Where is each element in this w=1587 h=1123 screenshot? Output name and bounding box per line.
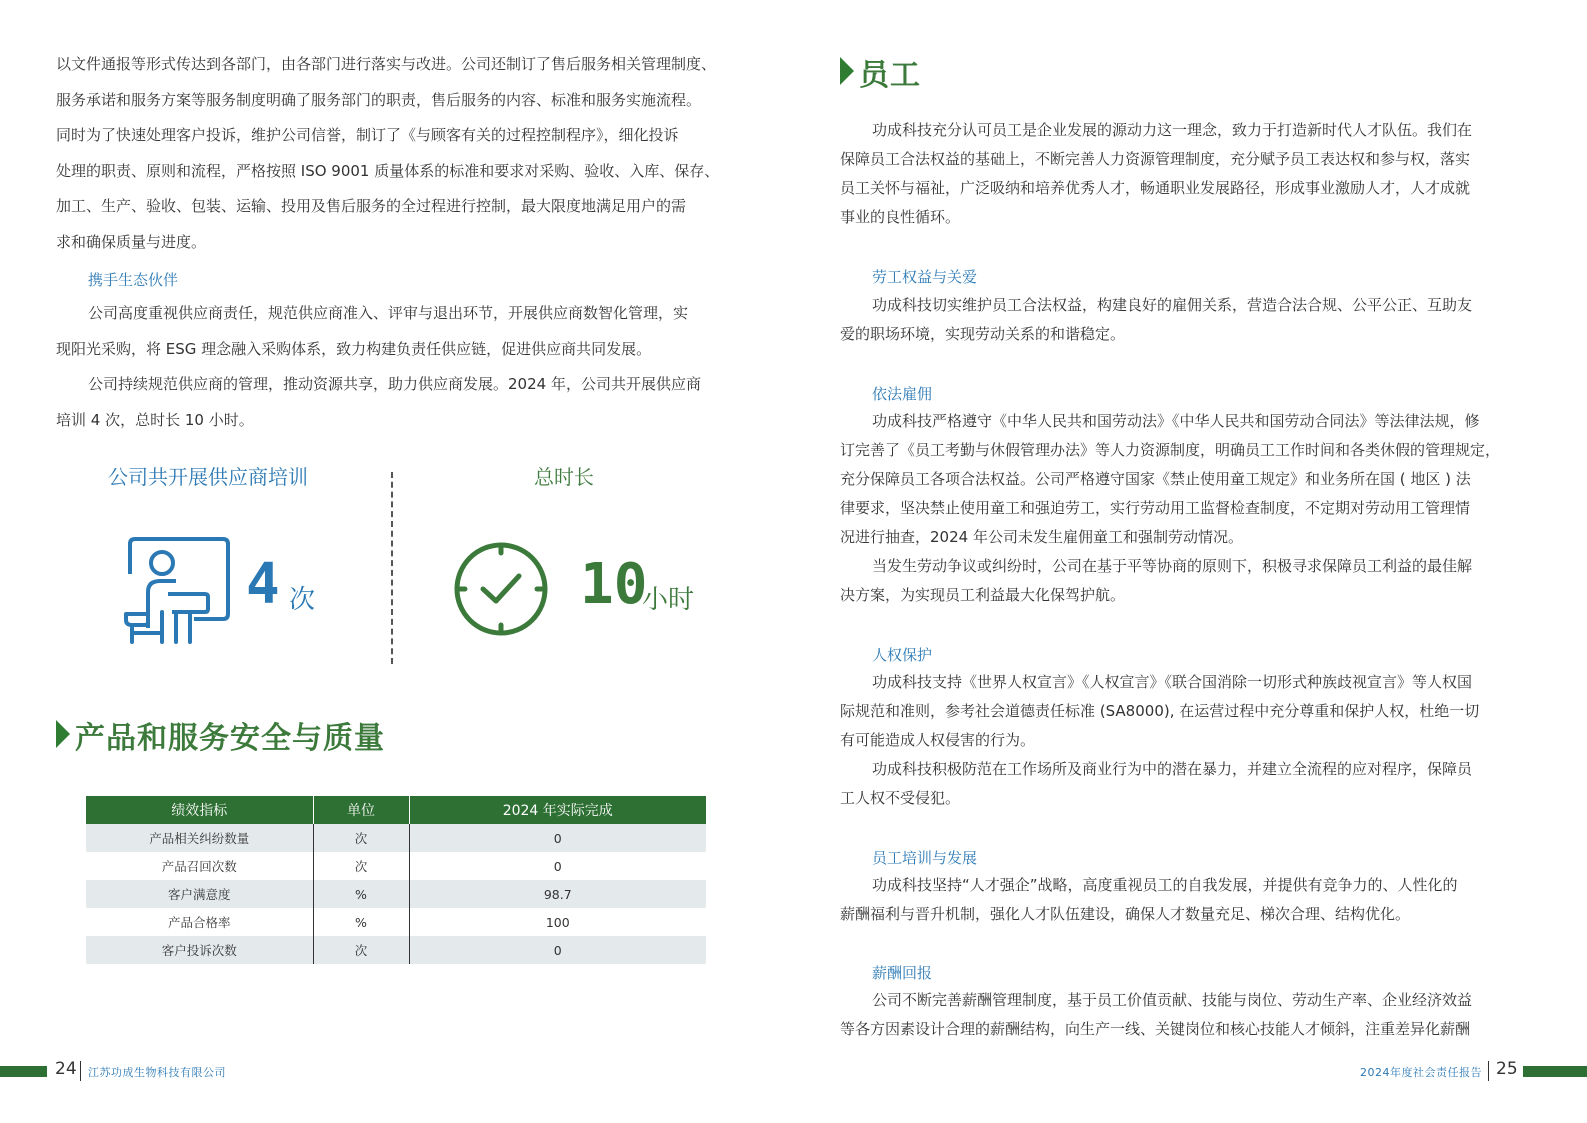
stat-training-value: 4 — [246, 552, 280, 617]
table-row — [86, 908, 706, 936]
clock-check-icon — [452, 540, 550, 642]
table-cell: 产品相关纠纷数量 — [86, 824, 313, 852]
lawful-employment-heading: 依法雇佣 — [872, 385, 933, 403]
partner-line: 公司持续规范供应商的管理，推动资源共享，助力供应商发展。2024 年，公司共开展供应商 — [88, 375, 701, 393]
paragraph-line: 况进行抽查，2024 年公司未发生雇佣童工和强制劳动情况。 — [840, 528, 1243, 546]
paragraph-line: 充分保障员工各项合法权益。公司严格遵守国家《禁止使用童工规定》和业务所在国 ( 地区 ) 法 — [840, 470, 1471, 488]
right-page-number: 25 — [1496, 1059, 1518, 1079]
paragraph-line: 功成科技支持《世界人权宣言》《人权宣言》《联合国消除一切形式种族歧视宣言》等人权国 — [872, 673, 1473, 691]
human-rights-heading: 人权保护 — [872, 646, 933, 664]
table-header-cell: 2024 年实际完成 — [409, 796, 706, 824]
paragraph-line: 公司不断完善薪酬管理制度，基于员工价值贡献、技能与岗位、劳动生产率、企业经济效益 — [872, 991, 1473, 1009]
employee-title: 员工 — [859, 58, 921, 93]
paragraph-line: 当发生劳动争议或纠纷时，公司在基于平等协商的原则下，积极寻求保障员工利益的最佳解 — [872, 557, 1473, 575]
paragraph-line: 际规范和准则，参考社会道德责任标准 (SA8000), 在运营过程中充分尊重和保护人权，杜绝一切 — [840, 702, 1480, 720]
table-cell: 次 — [313, 936, 409, 964]
footer-divider — [1488, 1061, 1489, 1081]
stat-training-unit: 次 — [289, 585, 316, 615]
table-cell: 0 — [409, 824, 706, 852]
intro-line: 同时为了快速处理客户投诉，维护公司信誉，制订了《与顾客有关的过程控制程序》，细化投诉 — [56, 126, 679, 144]
paragraph-line: 律要求，坚决禁止使用童工和强迫劳工，实行劳动用工监督检查制度，不定期对劳动用工管理情 — [840, 499, 1471, 517]
stat-divider — [391, 472, 393, 664]
compensation-heading: 薪酬回报 — [872, 964, 933, 982]
footer-left-bar — [0, 1066, 47, 1077]
kpi-table — [86, 796, 706, 964]
intro-line: 保障员工合法权益的基础上，不断完善人力资源管理制度，充分赋予员工表达权和参与权，落实 — [840, 150, 1471, 168]
table-cell: 客户满意度 — [86, 880, 313, 908]
table-cell: 98.7 — [409, 880, 706, 908]
intro-line: 以文件通报等形式传达到各部门，由各部门进行落实与改进。公司还制订了售后服务相关管理制度、 — [56, 55, 717, 73]
stat-duration-label: 总时长 — [534, 465, 594, 489]
stat-duration-value: 10 — [580, 552, 648, 617]
paragraph-line: 功成科技严格遵守《中华人民共和国劳动法》《中华人民共和国劳动合同法》等法律法规，修 — [872, 412, 1480, 430]
paragraph-line: 功成科技切实维护员工合法权益，构建良好的雇佣关系，营造合法合规、公平公正、互助友 — [872, 296, 1473, 314]
table-cell: 0 — [409, 936, 706, 964]
labor-rights-heading: 劳工权益与关爱 — [872, 268, 978, 286]
paragraph-line: 薪酬福利与晋升机制，强化人才队伍建设，确保人才数量充足、梯次合理、结构优化。 — [840, 905, 1411, 923]
table-header-row — [86, 796, 706, 824]
footer-divider — [80, 1061, 81, 1081]
stat-duration-unit: 小时 — [642, 585, 695, 615]
table-cell: % — [313, 880, 409, 908]
company-name: 江苏功成生物科技有限公司 — [88, 1066, 226, 1079]
table-header-cell: 绩效指标 — [86, 796, 313, 824]
table-cell: 次 — [313, 852, 409, 880]
paragraph-line: 功成科技坚持“人才强企”战略，高度重视员工的自我发展，并提供有竞争力的、人性化的 — [872, 876, 1458, 894]
table-cell: 产品召回次数 — [86, 852, 313, 880]
intro-line: 求和确保质量与进度。 — [56, 233, 207, 251]
partner-line: 公司高度重视供应商责任，规范供应商准入、评审与退出环节，开展供应商数智化管理，实 — [88, 304, 689, 322]
table-cell: 客户投诉次数 — [86, 936, 313, 964]
table-row — [86, 852, 706, 880]
paragraph-line: 订完善了《员工考勤与休假管理办法》等人力资源制度，明确员工工作时间和各类休假的管理规定， — [840, 441, 1501, 459]
product-quality-title: 产品和服务安全与质量 — [75, 721, 385, 756]
paragraph-line: 等各方因素设计合理的薪酬结构，向生产一线、关键岗位和核心技能人才倾斜，注重差异化薪酬 — [840, 1020, 1471, 1038]
paragraph-line: 决方案，为实现员工利益最大化保驾护航。 — [840, 586, 1126, 604]
report-title: 2024年度社会责任报告 — [1360, 1066, 1482, 1079]
partner-line: 现阳光采购，将 ESG 理念融入采购体系，致力构建负责任供应链，促进供应商共同发展。 — [56, 340, 652, 358]
section-marker-icon — [840, 57, 854, 85]
table-row — [86, 824, 706, 852]
training-development-heading: 员工培训与发展 — [872, 849, 978, 867]
left-page-number: 24 — [55, 1059, 77, 1079]
section-marker-icon — [56, 720, 70, 748]
table-cell: 0 — [553, 858, 562, 874]
intro-line: 处理的职责、原则和流程，严格按照 ISO 9001 质量体系的标准和要求对采购、验收、入库、保存、 — [56, 162, 720, 180]
table-header-cell: 单位 — [313, 796, 409, 824]
partner-line: 培训 4 次，总时长 10 小时。 — [56, 411, 254, 429]
intro-line: 服务承诺和服务方案等服务制度明确了服务部门的职责，售后服务的内容、标准和服务实施流程。 — [56, 91, 702, 109]
intro-line: 加工、生产、验收、包装、运输、投用及售后服务的全过程进行控制，最大限度地满足用户的需 — [56, 197, 687, 215]
table-cell: 产品合格率 — [86, 908, 313, 936]
partner-heading: 携手生态伙伴 — [88, 271, 179, 289]
paragraph-line: 爱的职场环境，实现劳动关系的和谐稳定。 — [840, 325, 1126, 343]
table-row — [86, 880, 706, 908]
table-cell: 100 — [545, 914, 570, 930]
intro-line: 功成科技充分认可员工是企业发展的源动力这一理念，致力于打造新时代人才队伍。我们在 — [872, 121, 1473, 139]
stat-training-label: 公司共开展供应商培训 — [108, 465, 308, 489]
table-cell: % — [313, 908, 409, 936]
training-presenter-icon — [120, 536, 230, 652]
intro-line: 员工关怀与福祉，广泛吸纳和培养优秀人才，畅通职业发展路径，形成事业激励人才，人才成就 — [840, 179, 1471, 197]
paragraph-line: 有可能造成人权侵害的行为。 — [840, 731, 1036, 749]
table-cell: 次 — [313, 824, 409, 852]
table-row — [86, 936, 706, 964]
footer-right-bar — [1523, 1066, 1587, 1077]
paragraph-line: 工人权不受侵犯。 — [840, 789, 961, 807]
paragraph-line: 功成科技积极防范在工作场所及商业行为中的潜在暴力，并建立全流程的应对程序，保障员 — [872, 760, 1473, 778]
intro-line: 事业的良性循环。 — [840, 208, 961, 226]
